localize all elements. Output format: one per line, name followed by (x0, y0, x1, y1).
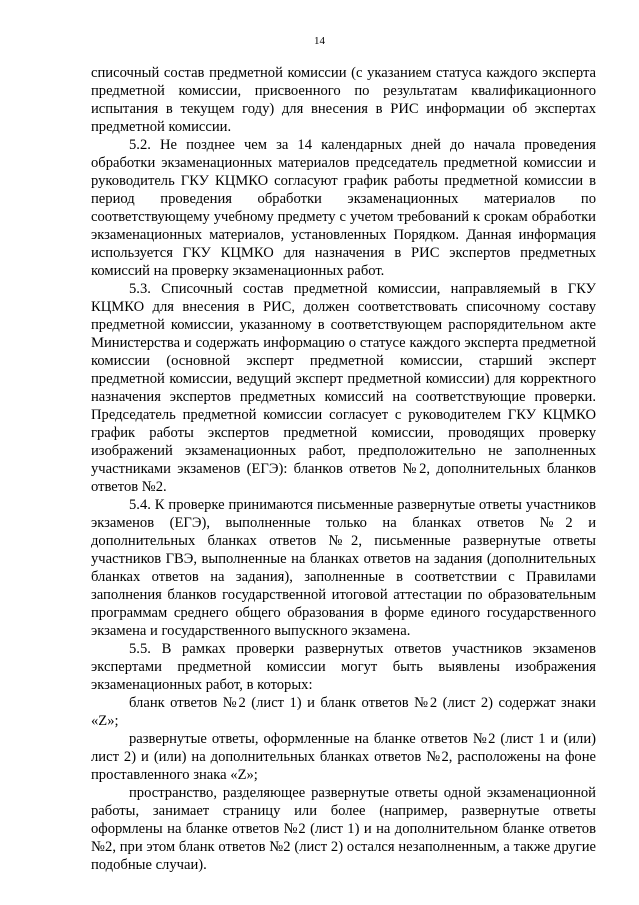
paragraph-continuation: списочный состав предметной комиссии (с указанием статуса каждого эксперта предметной комиссии, присвоенного по результатам квалификационного испытания в текущем году) для внесения в РИС информации об экспертах предметной комиссии. (91, 65, 596, 135)
list-item-z-background: развернутые ответы, оформленные на бланке ответов №2 (лист 1 и (или) лист 2) и (или) на дополнительных бланках ответов №2, расположены на фоне проставленного знака «Z»; (91, 731, 596, 783)
list-item-z-marks: бланк ответов №2 (лист 1) и бланк ответов №2 (лист 2) содержат знаки «Z»; (91, 695, 596, 729)
paragraph-5-5: 5.5. В рамках проверки развернутых ответов участников экзаменов экспертами предметной комиссии могут быть выявлены изображения экзаменационных работ, в которых: (91, 641, 596, 693)
list-item-empty-space: пространство, разделяющее развернутые ответы одной экзаменационной работы, занимает страницу или более (например, развернутые ответы оформлены на бланке ответов №2 (лист 1) и на дополнительном бланке ответов №2, при этом бланк ответов №2 (лист 2) остался незаполненным, а также другие подобные случаи). (91, 785, 596, 873)
document-body (91, 64, 596, 874)
paragraph-5-2: 5.2. Не позднее чем за 14 календарных дней до начала проведения обработки экзаменационных материалов председатель предметной комиссии и руководитель ГКУ КЦМКО согласуют график работы предметной комиссии в период проведения обработки экзаменационных материалов по соответствующему учебному предмету с учетом требований к срокам обработки экзаменационных материалов, установленных Порядком. Данная информация используется ГКУ КЦМКО для назначения в РИС экспертов предметных комиссий на проверку экзаменационных работ. (91, 137, 596, 279)
paragraph-5-4: 5.4. К проверке принимаются письменные развернутые ответы участников экзаменов (ЕГЭ), выполненные только на бланках ответов №2 и дополнительных бланках ответов №2, письменные развернутые ответы участников ГВЭ, выполненные на бланках ответов на задания (дополнительных бланках ответов на задания), заполненные в соответствии с Правилами заполнения бланков государственной итоговой аттестации по образовательным программам среднего общего образования в форме единого государственного экзамена и государственного выпускного экзамена. (91, 497, 596, 639)
page-number: 14 (314, 35, 325, 47)
paragraph-5-3: 5.3. Списочный состав предметной комиссии, направляемый в ГКУ КЦМКО для внесения в РИС, должен соответствовать списочному составу предметной комиссии, указанному в соответствующем распорядительном акте Министерства и содержать информацию о статусе каждого эксперта предметной комиссии (основной эксперт предметной комиссии, старший эксперт предметной комиссии, ведущий эксперт предметной комиссии) для корректного назначения экспертов предметных комиссий на соответствующие проверки. Председатель предметной комиссии согласует с руководителем ГКУ КЦМКО график работы экспертов предметной комиссии, проводящих проверку изображений экзаменационных работ, предположительно не заполненных участниками экзаменов (ЕГЭ): бланков ответов №2, дополнительных бланков ответов №2. (91, 281, 596, 495)
